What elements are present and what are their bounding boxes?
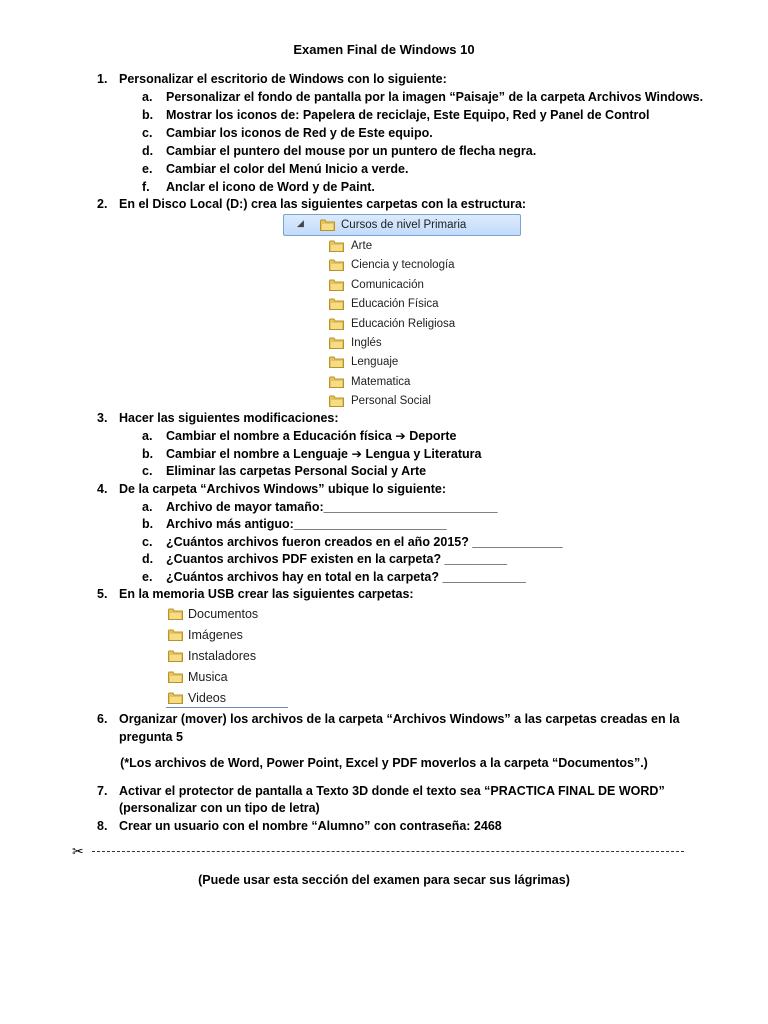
usb-folder-label: Musica: [188, 670, 228, 684]
usb-folder-row[interactable]: [166, 689, 288, 708]
q3-letter-a: a.: [142, 429, 153, 443]
q3-item-b-after: Lengua y Literatura: [365, 447, 482, 461]
folder-icon: [329, 337, 344, 349]
q6-line1: Organizar (mover) los archivos de la carpeta “Archivos Windows” a las carpetas creadas en la: [119, 712, 680, 726]
cut-line: [92, 851, 684, 852]
scissors-icon: ✂: [72, 843, 84, 859]
tree-folder-label: Ciencia y tecnología: [351, 259, 455, 272]
folder-icon: [329, 298, 344, 310]
usb-folder-label: Videos: [188, 691, 226, 705]
arrow-right-icon: ➔: [351, 447, 362, 461]
usb-folder-label: Imágenes: [188, 628, 243, 642]
folder-tree: [283, 212, 523, 408]
q1-item-a: Personalizar el fondo de pantalla por la imagen “Paisaje” de la carpeta Archivos Windows.: [166, 90, 704, 104]
q3-item-a: [166, 428, 456, 444]
q1-letter-c: c.: [142, 126, 153, 140]
tree-folder-row[interactable]: [283, 256, 519, 274]
q1-letter-f: f.: [142, 180, 150, 194]
q4-letter-e: e.: [142, 570, 153, 584]
q3-letter-b: b.: [142, 447, 154, 461]
usb-list-underline: [166, 707, 288, 708]
q1-number: 1.: [97, 72, 108, 86]
usb-folder-label: Instaladores: [188, 649, 257, 663]
q4-item-a: Archivo de mayor tamaño:_________________________: [166, 500, 498, 514]
folder-icon: [320, 219, 335, 231]
q1-item-f: Anclar el icono de Word y de Paint.: [166, 180, 375, 194]
q1-text: Personalizar el escritorio de Windows con lo siguiente:: [119, 72, 447, 86]
q1-item-d: Cambiar el puntero del mouse por un puntero de flecha negra.: [166, 144, 537, 158]
folder-icon: [168, 650, 183, 662]
q1-letter-b: b.: [142, 108, 154, 122]
folder-icon: [329, 240, 344, 252]
usb-folder-row[interactable]: [166, 626, 288, 645]
q4-letter-b: b.: [142, 517, 154, 531]
folder-icon: [329, 318, 344, 330]
q5-number: 5.: [97, 587, 108, 601]
expand-chevron-icon[interactable]: ◢: [297, 218, 304, 228]
tree-folder-row[interactable]: [283, 315, 519, 333]
q3-text: Hacer las siguientes modificaciones:: [119, 411, 339, 425]
q3-item-a-after: Deporte: [409, 429, 457, 443]
q3-number: 3.: [97, 411, 108, 425]
usb-folder-row[interactable]: [166, 647, 288, 666]
q1-item-c: Cambiar los iconos de Red y de Este equipo.: [166, 126, 433, 140]
q2-number: 2.: [97, 197, 108, 211]
q4-item-d: ¿Cuantos archivos PDF existen en la carpeta? _________: [166, 552, 508, 566]
usb-folder-list: [166, 601, 290, 709]
tree-folder-row[interactable]: [283, 373, 519, 391]
folder-icon: [168, 692, 183, 704]
q1-letter-a: a.: [142, 90, 153, 104]
q7-line2: (personalizar con un tipo de letra): [119, 801, 320, 815]
folder-icon: [329, 395, 344, 407]
q1-letter-d: d.: [142, 144, 154, 158]
q7-line1: Activar el protector de pantalla a Texto 3D donde el texto sea “PRACTICA FINAL DE WORD”: [119, 784, 665, 798]
folder-icon: [168, 629, 183, 641]
folder-icon: [168, 608, 183, 620]
q5-text: En la memoria USB crear las siguientes carpetas:: [119, 587, 414, 601]
tree-folder-row[interactable]: [283, 392, 519, 410]
q4-letter-a: a.: [142, 500, 153, 514]
q4-item-b: Archivo más antiguo:______________________: [166, 517, 447, 531]
q4-letter-c: c.: [142, 535, 153, 549]
tree-root-row[interactable]: [283, 214, 521, 236]
q4-letter-d: d.: [142, 552, 154, 566]
folder-icon: [168, 671, 183, 683]
tree-folder-row[interactable]: [283, 295, 519, 313]
q3-letter-c: c.: [142, 464, 153, 478]
folder-icon: [329, 259, 344, 271]
tree-folder-label: Arte: [351, 240, 373, 252]
q6-note: (*Los archivos de Word, Power Point, Excel y PDF moverlos a la carpeta “Documentos”.): [120, 756, 648, 770]
tree-folder-row[interactable]: [283, 237, 519, 255]
q3-item-b: [166, 446, 481, 462]
q4-number: 4.: [97, 482, 108, 496]
arrow-right-icon: ➔: [395, 429, 406, 443]
tree-folder-label: Comunicación: [351, 278, 424, 291]
q2-text: En el Disco Local (D:) crea las siguientes carpetas con la estructura:: [119, 197, 527, 211]
q7-number: 7.: [97, 784, 108, 798]
q3-item-a-before: Cambiar el nombre a Educación física: [166, 429, 392, 443]
q3-item-c: Eliminar las carpetas Personal Social y Arte: [166, 464, 427, 478]
usb-folder-row[interactable]: [166, 668, 288, 687]
usb-folder-row[interactable]: [166, 605, 288, 624]
tree-folder-label: Inglés: [351, 337, 382, 349]
tree-folder-label: Educación Religiosa: [351, 317, 456, 330]
q6-line2: pregunta 5: [119, 730, 183, 744]
q8-text: Crear un usuario con el nombre “Alumno” con contraseña: 2468: [119, 819, 502, 833]
footer-note: (Puede usar esta sección del examen para secar sus lágrimas): [198, 873, 570, 887]
q4-item-c: ¿Cuántos archivos fueron creados en el año 2015? _____________: [166, 535, 563, 549]
tree-folder-label: Educación Física: [351, 298, 439, 311]
q1-item-e: Cambiar el color del Menú Inicio a verde.: [166, 162, 409, 176]
folder-icon: [329, 279, 344, 291]
folder-icon: [329, 376, 344, 388]
q6-number: 6.: [97, 712, 108, 726]
tree-folder-label: Personal Social: [351, 395, 431, 408]
q1-item-b: Mostrar los iconos de: Papelera de reciclaje, Este Equipo, Red y Panel de Control: [166, 108, 650, 122]
tree-folder-label: Matematica: [351, 375, 411, 388]
q8-number: 8.: [97, 819, 108, 833]
q3-item-b-before: Cambiar el nombre a Lenguaje: [166, 447, 348, 461]
tree-folder-label: Lenguaje: [351, 356, 399, 369]
q4-text: De la carpeta “Archivos Windows” ubique lo siguiente:: [119, 482, 447, 496]
tree-root-label: Cursos de nivel Primaria: [341, 219, 467, 231]
q4-item-e: ¿Cuántos archivos hay en total en la carpeta? ____________: [166, 570, 526, 584]
folder-icon: [329, 356, 344, 368]
usb-folder-label: Documentos: [188, 607, 259, 621]
tree-folder-row[interactable]: [283, 276, 519, 294]
tree-folder-row[interactable]: [283, 353, 519, 371]
page-title: Examen Final de Windows 10: [293, 42, 475, 57]
tree-folder-row[interactable]: [283, 334, 519, 352]
q1-letter-e: e.: [142, 162, 153, 176]
